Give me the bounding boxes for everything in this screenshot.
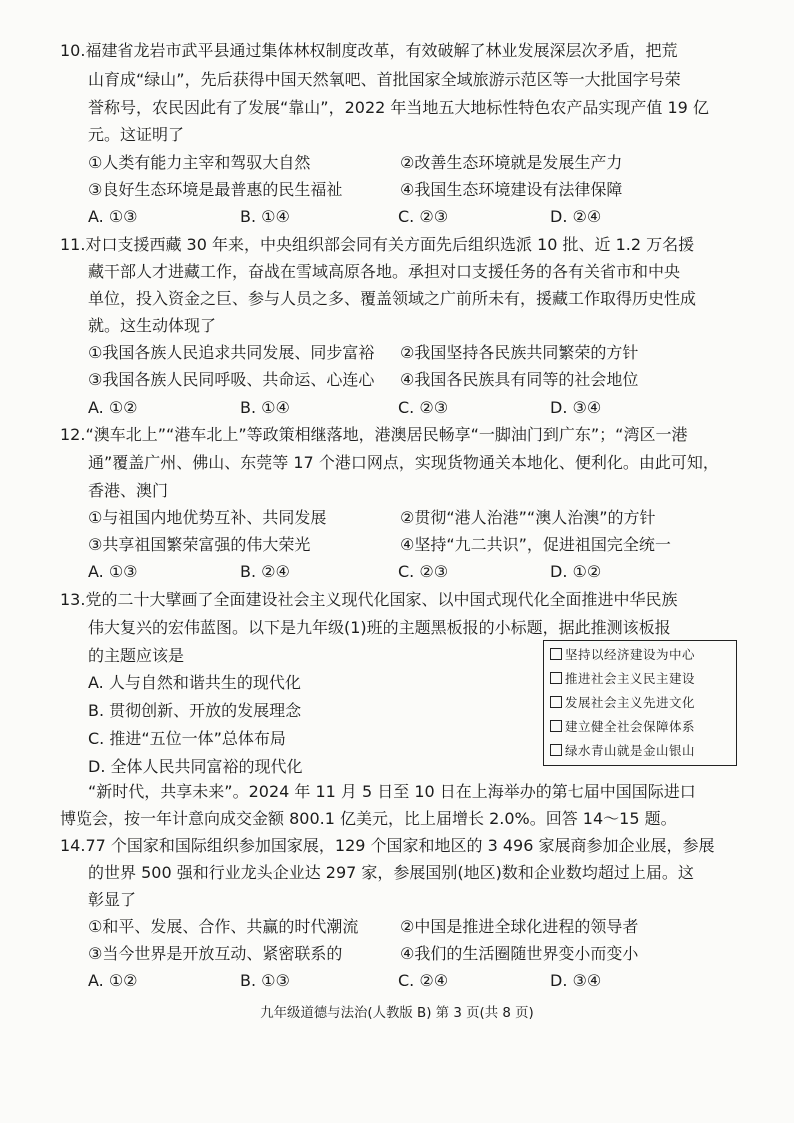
q10-option-c: C. ②③ — [398, 207, 449, 226]
blackboard-item — [550, 667, 730, 691]
blackboard-item-label: 推进社会主义民主建设 — [565, 671, 696, 686]
blackboard-item — [550, 643, 730, 667]
checkbox-square-icon — [550, 720, 562, 732]
q12-option-d: D. ①② — [550, 562, 602, 581]
q13-option-c: C. 推进“五位一体”总体布局 — [88, 729, 286, 748]
q11-statement-3: ③我国各族人民同呼吸、共命运、心连心 — [88, 370, 375, 389]
q11-stem-line: 藏干部人才进藏工作，奋战在雪域高原各地。承担对口支援任务的各有关省市和中央 — [88, 262, 681, 281]
q10-option-b: B. ①④ — [240, 207, 290, 226]
q13-option-b: B. 贯彻创新、开放的发展理念 — [88, 701, 302, 720]
q11-statement-4: ④我国各民族具有同等的社会地位 — [400, 370, 639, 389]
checkbox-square-icon — [550, 648, 562, 660]
material-intro-line: “新时代，共享未来”。2024 年 11 月 5 日至 10 日在上海举办的第七届中国国际进口 — [88, 782, 696, 801]
checkbox-square-icon — [550, 672, 562, 684]
blackboard-item-label: 建立健全社会保障体系 — [565, 719, 696, 734]
q10-stem-line: 元。这证明了 — [88, 125, 185, 144]
q11-option-c: C. ②③ — [398, 398, 449, 417]
page-footer: 九年级道德与法治(人教版 B) 第 3 页(共 8 页) — [260, 1006, 534, 1021]
q14-stem-line: 的世界 500 强和行业龙头企业达 297 家，参展国别(地区)数和企业数均超过上届。这 — [88, 863, 694, 882]
q10-option-a: A. ①③ — [88, 207, 138, 226]
q14-option-d: D. ③④ — [550, 971, 602, 990]
q11-stem-line: 单位，投入资金之巨、参与人员之多、覆盖领域之广前所未有，援藏工作取得历史性成 — [88, 289, 697, 308]
q10-statement-4: ④我国生态环境建设有法律保障 — [400, 180, 623, 199]
blackboard-item — [550, 691, 730, 715]
q12-stem-line: 通”覆盖广州、佛山、东莞等 17 个港口网点，实现货物通关本地化、便利化。由此可知， — [88, 453, 719, 472]
q12-statement-3: ③共享祖国繁荣富强的伟大荣光 — [88, 535, 311, 554]
q12-option-c: C. ②③ — [398, 562, 449, 581]
q10-stem-line: 10.福建省龙岩市武平县通过集体林权制度改革，有效破解了林业发展深层次矛盾，把荒 — [60, 41, 678, 60]
q10-stem-line: 山育成“绿山”，先后获得中国天然氧吧、首批国家全域旅游示范区等一大批国字号荣 — [88, 70, 681, 89]
checkbox-square-icon — [550, 744, 562, 756]
blackboard-item — [550, 739, 730, 763]
q12-statement-1: ①与祖国内地优势互补、共同发展 — [88, 508, 327, 527]
q11-stem-line: 11.对口支援西藏 30 年来，中央组织部会同有关方面先后组织选派 10 批、近 1.2 万名援 — [60, 235, 695, 254]
q14-option-c: C. ②④ — [398, 971, 449, 990]
q10-statement-3: ③良好生态环境是最普惠的民生福祉 — [88, 180, 343, 199]
q11-option-d: D. ③④ — [550, 398, 602, 417]
q10-option-d: D. ②④ — [550, 207, 602, 226]
q13-stem-line: 13.党的二十大擘画了全面建设社会主义现代化国家、以中国式现代化全面推进中华民族 — [60, 590, 678, 609]
material-intro-line: 博览会，按一年计意向成交金额 800.1 亿美元，比上届增长 2.0%。回答 14～15 题。 — [60, 809, 677, 828]
q12-stem-line: 12.“澳车北上”“港车北上”等政策相继落地，港澳居民畅享“一脚油门到广东”；“湾区一港 — [60, 425, 688, 444]
q11-statement-1: ①我国各族人民追求共同发展、同步富裕 — [88, 343, 375, 362]
q14-option-a: A. ①② — [88, 971, 138, 990]
q14-statement-2: ②中国是推进全球化进程的领导者 — [400, 917, 639, 936]
q11-option-b: B. ①④ — [240, 398, 290, 417]
q10-statement-2: ②改善生态环境就是发展生产力 — [400, 153, 623, 172]
blackboard-item-label: 绿水青山就是金山银山 — [565, 743, 696, 758]
q14-stem-line: 14.77 个国家和国际组织参加国家展，129 个国家和地区的 3 496 家展商参加企业展，参展 — [60, 836, 715, 855]
blackboard-headings-box — [543, 640, 737, 766]
q13-option-a: A. 人与自然和谐共生的现代化 — [88, 673, 301, 692]
q14-stem-line: 彰显了 — [88, 890, 137, 909]
q10-stem-line: 誉称号，农民因此有了发展“靠山”，2022 年当地五大地标性特色农产品实现产值 19 亿 — [88, 98, 709, 117]
checkbox-square-icon — [550, 696, 562, 708]
blackboard-item-label: 发展社会主义先进文化 — [565, 695, 696, 710]
q13-stem-line: 伟大复兴的宏伟蓝图。以下是九年级(1)班的主题黑板报的小标题，据此推测该板报 — [88, 618, 671, 637]
q12-option-b: B. ②④ — [240, 562, 290, 581]
q13-stem-line: 的主题应该是 — [88, 646, 185, 665]
q12-statement-2: ②贯彻“港人治港”“澳人治澳”的方针 — [400, 508, 656, 527]
blackboard-item — [550, 715, 730, 739]
q12-option-a: A. ①③ — [88, 562, 138, 581]
q13-option-d: D. 全体人民共同富裕的现代化 — [88, 757, 303, 776]
q12-statement-4: ④坚持“九二共识”，促进祖国完全统一 — [400, 535, 671, 554]
q11-statement-2: ②我国坚持各民族共同繁荣的方针 — [400, 343, 639, 362]
q14-statement-1: ①和平、发展、合作、共赢的时代潮流 — [88, 917, 359, 936]
q14-option-b: B. ①③ — [240, 971, 290, 990]
q12-stem-line: 香港、澳门 — [88, 481, 169, 500]
q11-stem-line: 就。这生动体现了 — [88, 316, 217, 335]
blackboard-item-label: 坚持以经济建设为中心 — [565, 647, 696, 662]
q11-option-a: A. ①② — [88, 398, 138, 417]
q14-statement-3: ③当今世界是开放互动、紧密联系的 — [88, 944, 343, 963]
q14-statement-4: ④我们的生活圈随世界变小而变小 — [400, 944, 639, 963]
q10-statement-1: ①人类有能力主宰和驾驭大自然 — [88, 153, 311, 172]
